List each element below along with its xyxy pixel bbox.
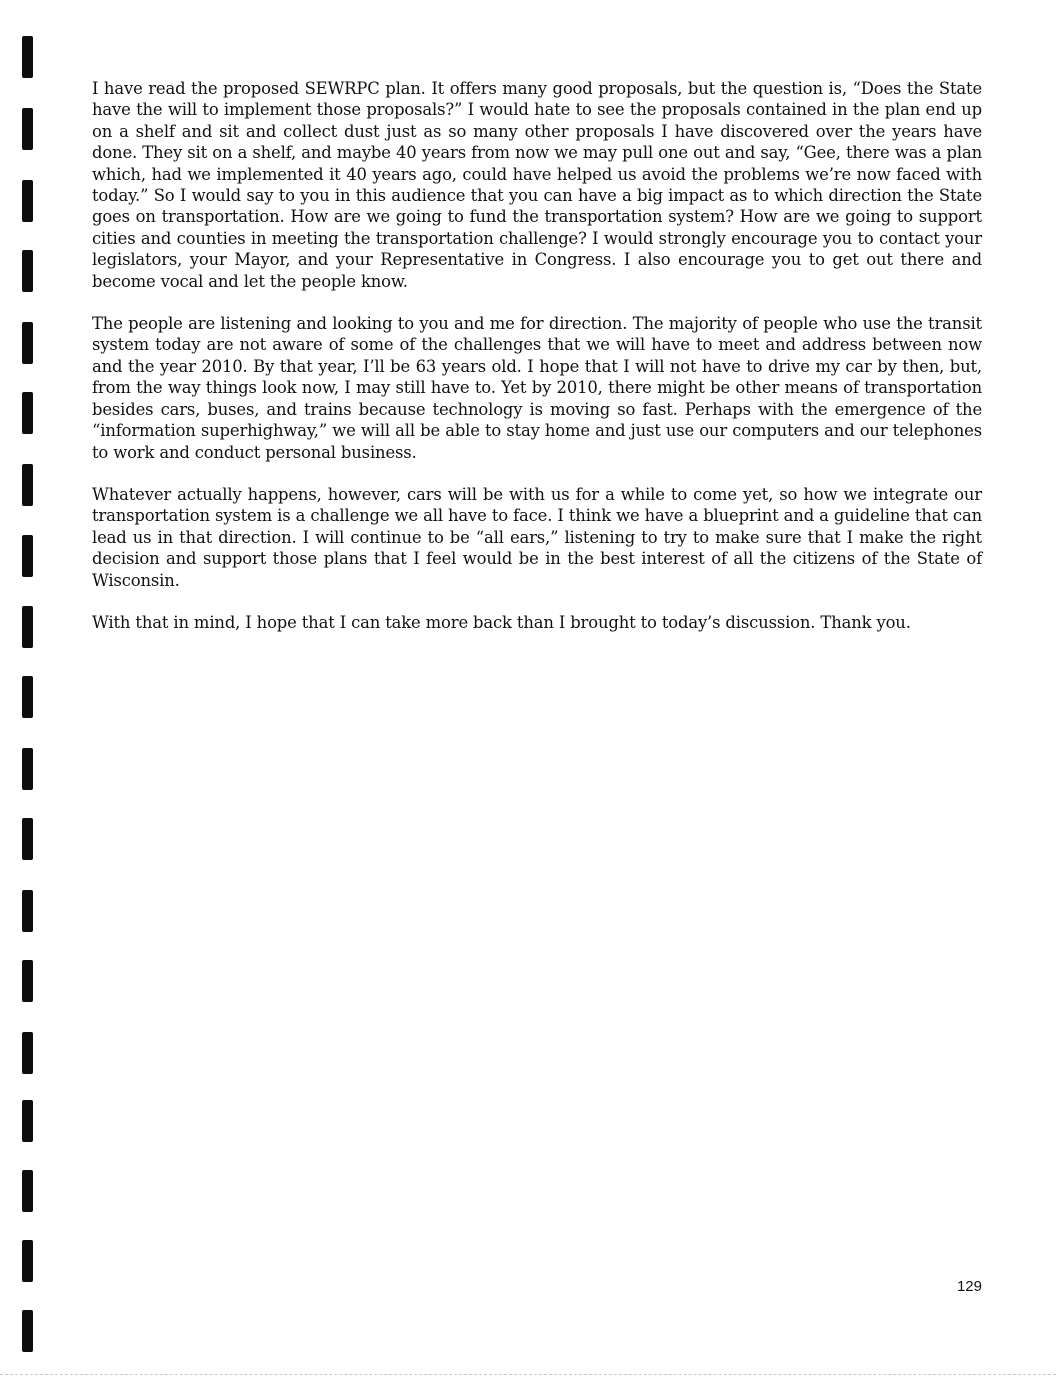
binding-mark — [22, 180, 33, 222]
binding-mark — [22, 1310, 33, 1352]
paragraph-3: Whatever actually happens, however, cars will be with us for a while to come yet, so how we integrate our transportation system is a challenge we all have to face. I think we have a blueprint and a guideline that can lead us in that direction. I will continue to be “all ears,” listening to try to make sure that I make the right decision and support those plans that I feel would be in the best interest of all the citizens of the State of Wisconsin. — [92, 484, 982, 590]
binding-mark — [22, 676, 33, 718]
document-body — [92, 78, 982, 654]
scan-edge-divider — [0, 1374, 1056, 1377]
binding-mark — [22, 535, 33, 577]
binding-mark — [22, 606, 33, 648]
paragraph-2: The people are listening and looking to you and me for direction. The majority of people who use the transit system today are not aware of some of the challenges that we will have to meet and address between now and the year 2010. By that year, I’ll be 63 years old. I hope that I will not have to drive my car by then, but, from the way things look now, I may still have to. Yet by 2010, there might be other means of transportation besides cars, buses, and trains because technology is moving so fast. Perhaps with the emergence of the “information superhighway,” we will all be able to stay home and just use our computers and our telephones to work and conduct personal business. — [92, 314, 982, 462]
binding-mark — [22, 250, 33, 292]
paragraph-1: I have read the proposed SEWRPC plan. It offers many good proposals, but the question is, “Does the State have the will to implement those proposals?” I would hate to see the proposals contained in the plan end up on a shelf and sit and collect dust just as so many other proposals I have discovered over the years have done. They sit on a shelf, and maybe 40 years from now we may pull one out and say, “Gee, there was a plan which, had we implemented it 40 years ago, could have helped us avoid the problems we’re now faced with today.” So I would say to you in this audience that you can have a big impact as to which direction the State goes on transportation. How are we going to fund the transportation system? How are we going to support cities and counties in meeting the transportation challenge? I would strongly encourage you to contact your legislators, your Mayor, and your Representative in Congress. I also encourage you to get out there and become vocal and let the people know. — [92, 79, 982, 291]
binding-holes — [0, 0, 60, 1380]
binding-mark — [22, 890, 33, 932]
binding-mark — [22, 748, 33, 790]
binding-mark — [22, 960, 33, 1002]
binding-mark — [22, 1100, 33, 1142]
binding-mark — [22, 1170, 33, 1212]
binding-mark — [22, 1032, 33, 1074]
binding-mark — [22, 392, 33, 434]
binding-mark — [22, 818, 33, 860]
binding-mark — [22, 464, 33, 506]
binding-mark — [22, 322, 33, 364]
page-number: 129 — [956, 1278, 982, 1295]
paragraph-4: With that in mind, I hope that I can take more back than I brought to today’s discussion. Thank you. — [92, 612, 911, 632]
binding-mark — [22, 36, 33, 78]
binding-mark — [22, 1240, 33, 1282]
binding-mark — [22, 108, 33, 150]
